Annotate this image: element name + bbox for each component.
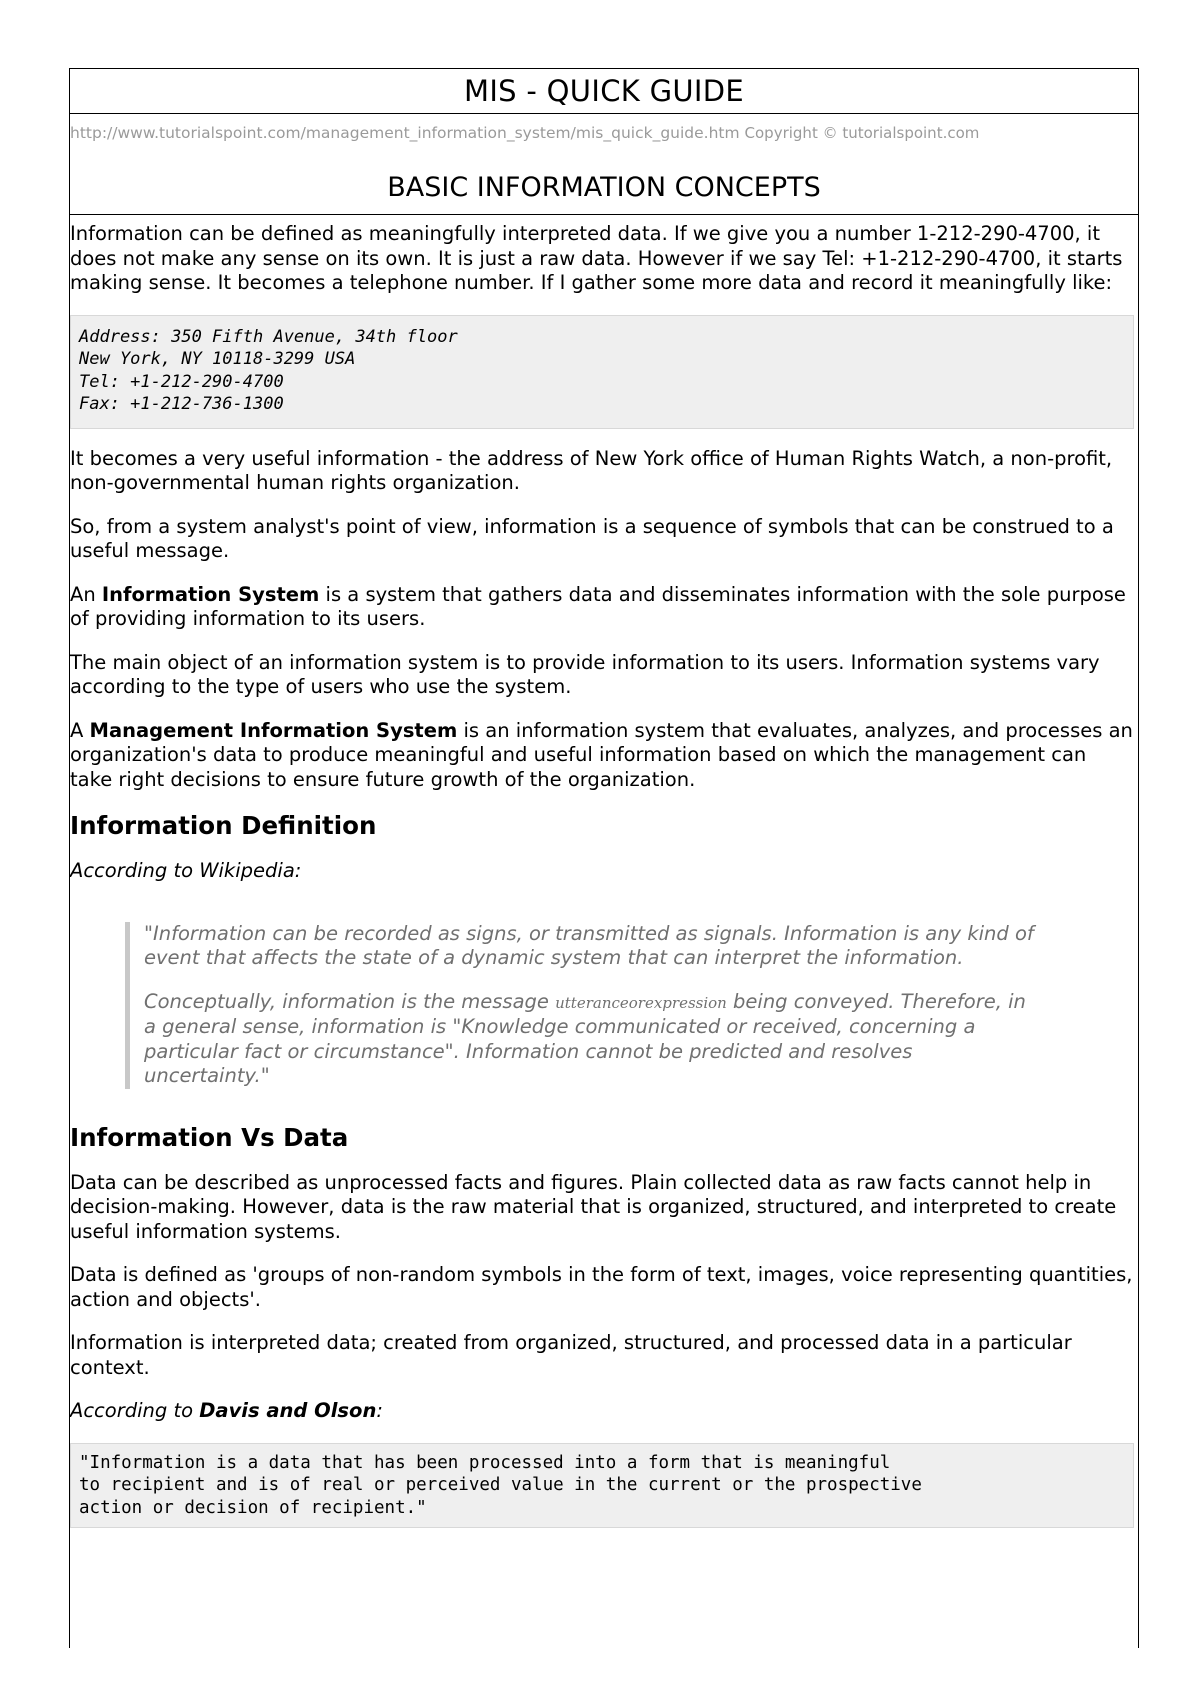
davis-olson-code-block: "Information is a data that has been processed into a form that is meaningful to recipient and is of real or perceived value in the current or the prospective action or decision of recipient." bbox=[70, 1443, 1134, 1529]
quote-paragraph-2 bbox=[144, 990, 1044, 1089]
wikipedia-blockquote bbox=[125, 922, 1044, 1089]
p4-rest: is a system that gathers data and disseminates information with the sole purpose of providing information to its users. bbox=[70, 582, 1126, 630]
paragraph-data-defined: Data is defined as 'groups of non-random symbols in the form of text, images, voice representing quantities, action and objects'. bbox=[70, 1263, 1133, 1311]
quote2-b: being conveyed. Therefore, in a general sense, information is "Knowledge communicated or received, concerning a particular fact or circumstance". Information cannot be predicted and resolves uncertainty." bbox=[144, 989, 1026, 1087]
source-url[interactable]: http://www.tutorialspoint.com/management_information_system/mis_quick_guide.htm bbox=[70, 124, 740, 142]
paragraph-mis bbox=[70, 719, 1134, 793]
heading-information-definition: Information Definition bbox=[70, 811, 377, 840]
paragraph-analyst-view: So, from a system analyst's point of view, information is a sequence of symbols that can be construed to a useful message. bbox=[70, 514, 1114, 562]
copyright-text: Copyright © tutorialspoint.com bbox=[744, 124, 980, 142]
paragraph-useful-info: It becomes a very useful information - the address of New York office of Human Rights Watch, a non-profit, non-governmental human rights organization. bbox=[70, 446, 1113, 494]
term-mis: Management Information System bbox=[89, 718, 458, 742]
quote2-small: utteranceorexpression bbox=[555, 993, 727, 1012]
p4-prefix: An bbox=[70, 582, 102, 606]
paragraph-intro: Information can be defined as meaningfully interpreted data. If we give you a number 1-212-290-4700, it does not make any sense on its own. It is just a raw data. However if we say Tel: +1-212-290-4700, it starts making sense. It becomes a telephone number. If I gather some more data and record it meaningfully like: bbox=[70, 222, 1123, 294]
heading-information-vs-data: Information Vs Data bbox=[70, 1122, 349, 1152]
p6-rest: is an information system that evaluates, analyzes, and processes an organization's data to produce meaningful and useful information based on which the management can take right decisions to ensure future growth of the organization. bbox=[70, 718, 1133, 791]
paragraph-information-system bbox=[70, 583, 1134, 632]
term-information-system: Information System bbox=[101, 582, 320, 606]
paragraph-data-described: Data can be described as unprocessed facts and figures. Plain collected data as raw facts cannot help in decision-making. However, data is the raw material that is organized, structured, and interpreted to create useful information systems. bbox=[70, 1170, 1117, 1243]
davis-olson-name: Davis and Olson bbox=[199, 1399, 377, 1422]
p6-prefix: A bbox=[70, 718, 90, 742]
according-prefix: According to bbox=[70, 1399, 200, 1422]
according-davis-olson bbox=[70, 1399, 1134, 1424]
address-code-block: Address: 350 Fifth Avenue, 34th floor New York, NY 10118-3299 USA Tel: +1-212-290-4700 Fax: +1-212-736-1300 bbox=[70, 315, 1134, 429]
quote2-a: Conceptually, information is the message bbox=[144, 989, 556, 1013]
paragraph-main-object: The main object of an information system is to provide information to its users. Information systems vary according to the type of users who use the system. bbox=[70, 650, 1100, 698]
source-line bbox=[70, 119, 1138, 147]
page-title: MIS - QUICK GUIDE bbox=[69, 68, 1139, 114]
according-wikipedia: According to Wikipedia: bbox=[70, 859, 302, 882]
main-content bbox=[70, 222, 1134, 1528]
section-title: BASIC INFORMATION CONCEPTS bbox=[69, 160, 1139, 215]
paragraph-info-interpreted: Information is interpreted data; created from organized, structured, and processed data in a particular context. bbox=[70, 1331, 1072, 1379]
according-suffix: : bbox=[376, 1399, 383, 1422]
quote-paragraph-1: "Information can be recorded as signs, or transmitted as signals. Information is any kind of event that affects the state of a dynamic system that can interpret the information. bbox=[144, 921, 1034, 969]
